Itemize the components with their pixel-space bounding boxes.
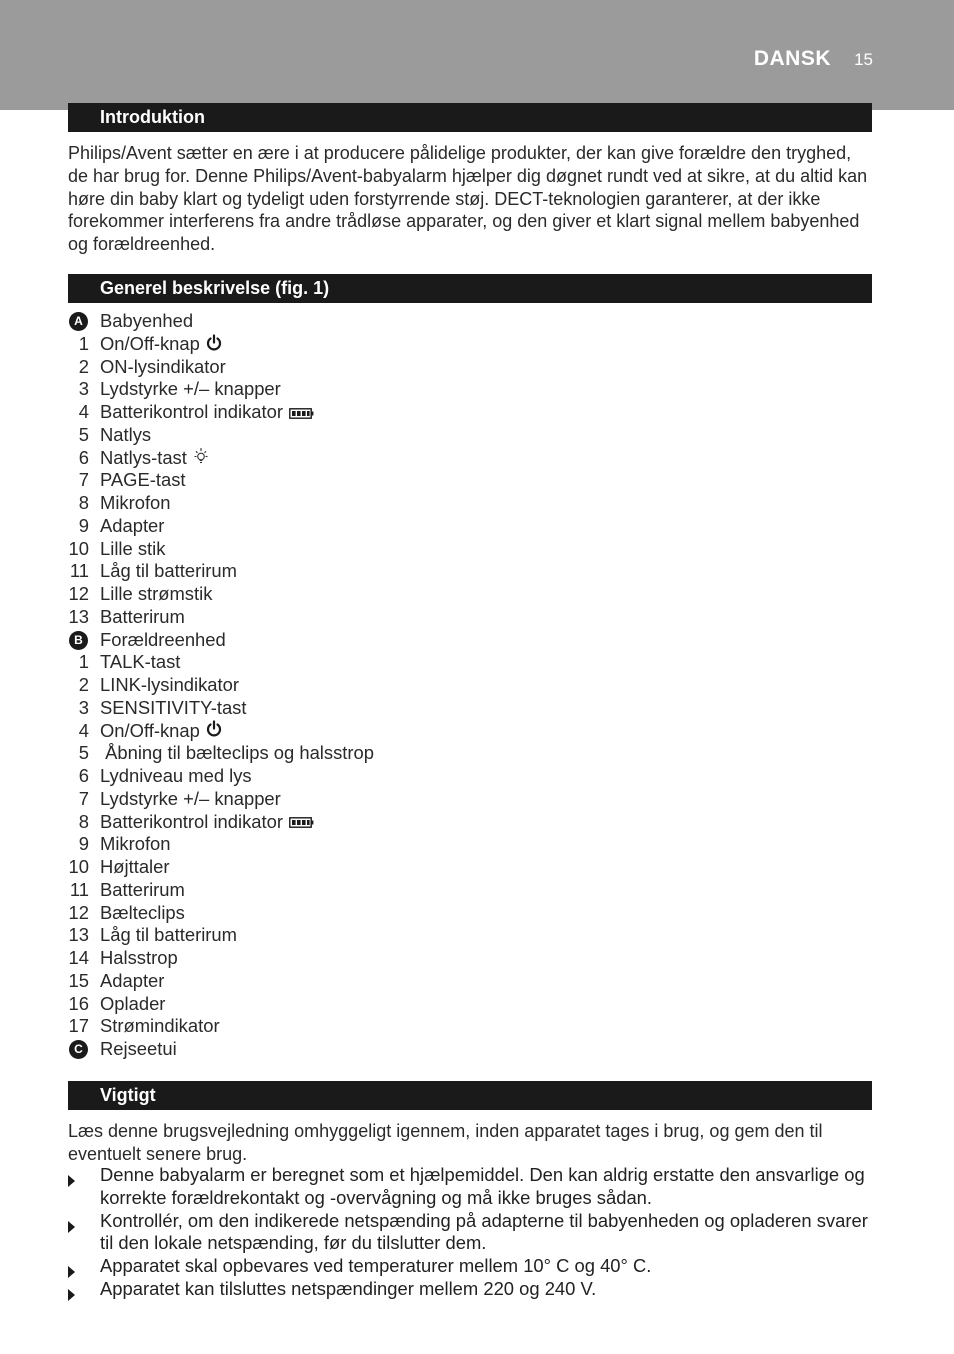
item-number: 14 [68,947,89,968]
item-label [100,515,164,538]
item-text: Bælteclips [100,901,185,923]
list-item [68,447,768,470]
item-label [100,947,178,970]
item-label [100,401,314,425]
item-label [100,970,164,993]
item-number: 2 [78,355,89,377]
power-icon [206,720,222,743]
list-item [68,356,768,379]
item-text: Batterikontrol indikator [100,810,283,832]
item-number: 2 [78,674,89,695]
battery-icon [289,811,314,834]
item-number: 15 [68,969,89,991]
item-text: Natlys [100,423,152,445]
bullet-icon [68,1170,76,1193]
item-label [100,492,171,515]
item-text: On/Off-knap [100,332,200,354]
list-item [68,333,768,356]
item-label [100,993,165,1016]
list-item [68,720,768,743]
group-badge: A [69,312,88,331]
item-text: Åbning til bælteclips og halsstrop [100,742,374,764]
item-label [100,651,180,674]
item-number: 1 [78,651,89,673]
item-number: 10 [68,856,89,877]
group-badge: C [69,1040,88,1059]
list-item [68,401,768,424]
section-heading-introduction: Introduktion [68,103,872,132]
list-item [68,492,768,515]
item-text: Natlys-tast [100,446,187,468]
item-label [100,560,237,583]
section-heading-description: Generel beskrivelse (fig. 1) [68,274,872,303]
list-item [68,993,768,1016]
list-item [68,697,768,720]
list-item [68,947,768,970]
item-text: SENSITIVITY-tast [100,696,247,718]
list-item [68,856,768,879]
item-number: 16 [68,992,89,1014]
item-label [100,629,226,652]
warning-item [68,1278,876,1301]
item-label [100,902,185,925]
item-label [100,447,209,471]
item-number: 13 [68,605,89,627]
item-text: Babyenhed [100,310,194,331]
item-number: 10 [68,537,89,559]
list-item [68,879,768,902]
list-item [68,811,768,834]
list-item [68,970,768,993]
list-item [68,538,768,561]
list-item [68,924,768,947]
item-number: 6 [78,765,89,786]
item-text: Lydstyrke +/– knapper [100,378,281,400]
item-number: 11 [69,878,89,900]
list-item [68,378,768,401]
list-item [68,1015,768,1038]
item-label [100,765,252,788]
item-number: 4 [78,719,89,741]
item-text: Strømindikator [100,1015,220,1037]
item-label [100,856,170,879]
list-item [68,629,768,652]
warning-item [68,1255,876,1278]
item-label [100,356,226,379]
item-text: Mikrofon [100,833,171,855]
item-number: 13 [68,924,89,946]
parts-list [68,310,768,1061]
item-number: 3 [78,378,89,400]
item-text: PAGE-tast [100,469,186,491]
item-number: 5 [78,423,89,445]
item-label [100,788,281,811]
item-text: Batterirum [100,878,185,900]
list-item [68,651,768,674]
item-number: 11 [69,560,89,582]
list-item [68,674,768,697]
item-number: 12 [68,583,89,604]
item-number: 6 [78,446,89,468]
item-number: 4 [78,401,89,422]
item-number: 7 [78,787,89,809]
warning-text: Apparatet skal opbevares ved temperaturer mellem 10° C og 40° C. [100,1255,652,1277]
language-label: DANSK [753,47,831,70]
list-item [68,742,768,765]
item-label [100,811,314,835]
item-label [100,879,185,902]
item-label [100,720,222,744]
group-badge: B [69,631,88,650]
page-number: 15 [854,50,873,69]
list-item [68,788,768,811]
list-item [68,515,768,538]
warning-list [68,1164,876,1301]
item-label [100,424,151,447]
item-text: Batterikontrol indikator [100,401,283,422]
item-text: Lille stik [100,537,166,559]
item-label [100,833,171,856]
item-text: Højttaler [100,856,170,877]
nightlight-icon [193,447,209,470]
item-label [100,1015,220,1038]
item-text: Mikrofon [100,492,171,513]
item-text: On/Off-knap [100,719,200,741]
list-item [68,833,768,856]
list-item [68,424,768,447]
important-paragraph: Læs denne brugsvejledning omhyggeligt igennem, inden apparatet tages i brug, og gem den til eventuelt senere brug. [68,1121,823,1164]
item-text: Lydniveau med lys [100,765,252,786]
warning-item [68,1164,876,1210]
item-number: 1 [78,332,89,354]
item-label [100,1038,177,1061]
item-label [100,583,212,606]
item-number: 9 [78,514,89,536]
item-text: ON-lysindikator [100,355,226,377]
list-item [68,1038,768,1061]
item-label [100,333,222,357]
item-text: Halsstrop [100,947,178,968]
item-label [100,469,186,492]
item-number: 9 [78,833,89,855]
item-text: LINK-lysindikator [100,674,239,695]
item-text: Adapter [100,969,165,991]
warning-text: Denne babyalarm er beregnet som et hjælpemiddel. Den kan aldrig erstatte den ansvarlige og korrekte forældrekontakt og -overvågning og må ikke bruges sådan. [100,1164,865,1208]
warning-text: Apparatet kan tilsluttes netspændinger mellem 220 og 240 V. [100,1277,597,1299]
warning-text: Kontrollér, om den indikerede netspænding på adapterne til babyenheden og opladeren svarer til den lokale netspænding, før du tilslutter dem. [100,1209,868,1254]
item-text: Lille strømstik [100,583,213,604]
item-text: Forældreenhed [100,628,226,650]
list-item [68,902,768,925]
item-label [100,697,247,720]
bullet-icon [68,1284,76,1307]
list-item [68,765,768,788]
item-number: 7 [78,469,89,491]
list-item [68,310,768,333]
item-number: 8 [78,492,89,513]
item-label [100,310,193,333]
item-label [100,924,237,947]
item-number: 8 [78,810,89,832]
item-text: Låg til batterirum [100,924,237,946]
list-item [68,469,768,492]
item-text: Lydstyrke +/– knapper [100,787,281,809]
intro-paragraph: Philips/Avent sætter en ære i at producere pålidelige produkter, der kan give forældre den tryghed, de har brug for. Denne Philips/Avent-babyalarm hjælper dig døgnet rundt ved at sikre, at du altid kan høre din baby klart og tydeligt uden forstyrrende støj. DECT-teknologien garanterer, at der ikke forekommer interferens fra andre trådløse apparater, og den giver et klart signal mellem babyenhed og forældreenhed. [68,143,868,255]
warning-item [68,1210,876,1256]
item-number: 3 [78,696,89,718]
item-label [100,606,185,629]
list-item [68,560,768,583]
list-item [68,606,768,629]
item-number: 12 [68,901,89,923]
item-number: 17 [68,1015,89,1037]
item-text: Oplader [100,992,166,1014]
list-item [68,583,768,606]
section-heading-important: Vigtigt [68,1081,872,1110]
item-label [100,742,374,765]
item-text: Adapter [100,514,165,536]
item-label [100,378,281,401]
item-text: Batterirum [100,605,185,627]
item-label [100,674,239,697]
battery-icon [289,402,314,425]
bullet-icon [68,1216,76,1239]
item-text: Rejseetui [100,1038,177,1059]
item-text: Låg til batterirum [100,560,237,582]
item-number: 5 [78,742,89,764]
item-text: TALK-tast [100,651,181,673]
power-icon [206,334,222,357]
item-label [100,538,165,561]
